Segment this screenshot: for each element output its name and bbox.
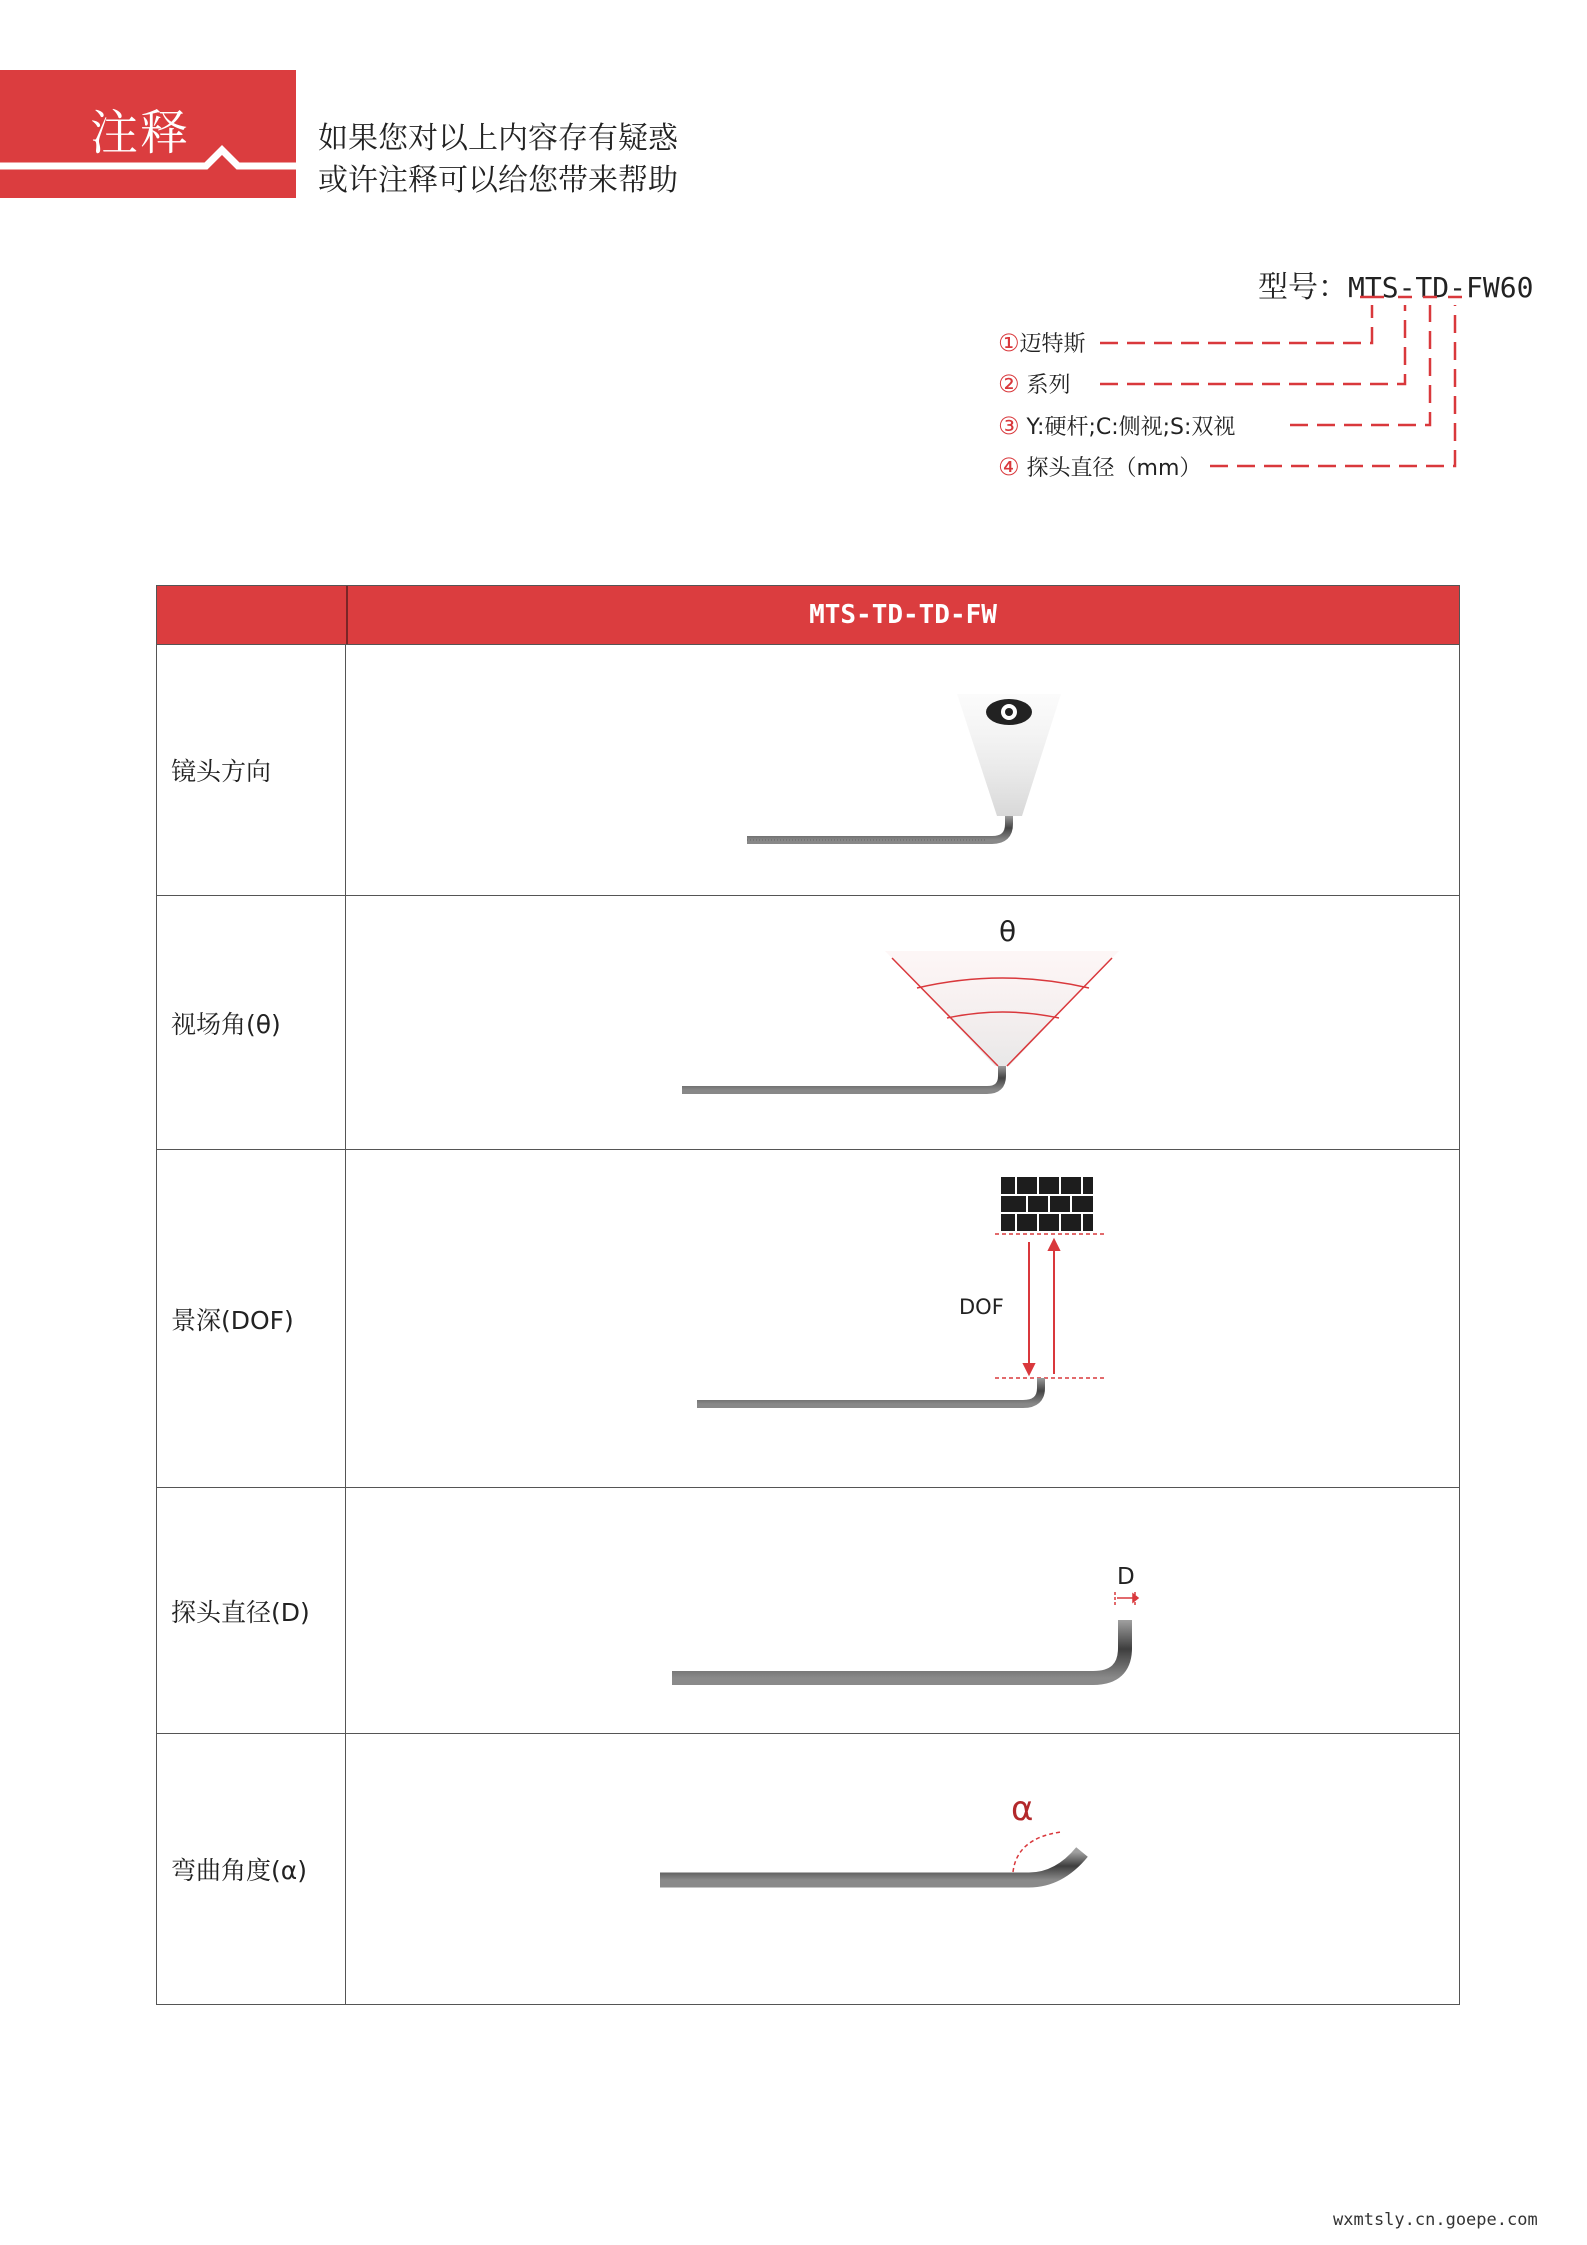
dof-annotation: DOF [959,1295,1004,1319]
table-row-lens-direction [157,644,1459,896]
row-visual [347,644,1459,895]
diameter-arrow [1115,1592,1138,1606]
spec-table [156,585,1460,2005]
legend-text-2: 系列 [1019,373,1071,398]
field-of-view-diagram [347,896,1461,1150]
row-label: 景深(DOF) [157,1150,346,1487]
row-label: 探头直径(D) [157,1488,346,1733]
legend-text-1: 迈特斯 [1019,332,1086,357]
legend-num-4: ④ [998,453,1020,481]
table-row-field-of-view [157,896,1459,1150]
legend-item-series [998,368,1071,399]
probe-rod [682,1066,1002,1090]
legend-num-1: ① [998,329,1020,357]
legend-text-3: Y:硬杆;C:侧视;S:双视 [1019,415,1236,440]
model-label: 型号： [1258,270,1348,305]
probe-diameter-diagram [347,1488,1461,1734]
intro-line-1: 如果您对以上内容存有疑惑 [318,121,678,156]
legend-item-type [998,410,1235,441]
table-row-probe-diameter [157,1488,1459,1734]
row-visual [347,1734,1459,2004]
eye-icon [986,699,1032,725]
legend-text-4: 探头直径（mm） [1019,456,1202,481]
footer-url: wxmtsly.cn.goepe.com [1333,2210,1538,2230]
legend-item-diameter [998,451,1201,482]
row-label: 镜头方向 [157,644,346,895]
badge-title: 注释 [90,105,191,161]
legend-num-2: ② [998,370,1020,398]
diameter-annotation: D [1117,1564,1135,1590]
probe-rod [672,1620,1125,1678]
probe-rod [697,1378,1041,1404]
dof-arrows [1024,1240,1059,1374]
table-row-bending-angle [157,1734,1459,2004]
model-legend-lines [0,0,1587,500]
table-header-title: MTS-TD-TD-FW [809,600,997,630]
intro-line-2: 或许注释可以给您带来帮助 [318,163,678,198]
row-label: 视场角(θ) [157,896,346,1149]
row-visual [347,1150,1459,1487]
row-label: 弯曲角度(α) [157,1734,346,2004]
lens-direction-diagram [347,644,1461,896]
legend-item-brand [998,327,1086,358]
depth-of-field-diagram [347,1150,1461,1488]
bending-angle-diagram [347,1734,1461,2004]
target-grid [1001,1177,1093,1231]
probe-rod [747,816,1009,840]
field-of-view-cone [885,951,1119,1066]
legend-num-3: ③ [998,412,1020,440]
model-code: MTS-TD-FW60 [1348,271,1534,304]
angle-annotation: α [1011,1789,1034,1829]
table-header [157,586,1459,645]
bend-angle-arc [1013,1832,1061,1872]
probe-rod [660,1852,1082,1880]
row-visual [347,896,1459,1149]
theta-annotation: θ [999,915,1017,948]
row-visual [347,1488,1459,1733]
table-row-depth-of-field [157,1150,1459,1488]
